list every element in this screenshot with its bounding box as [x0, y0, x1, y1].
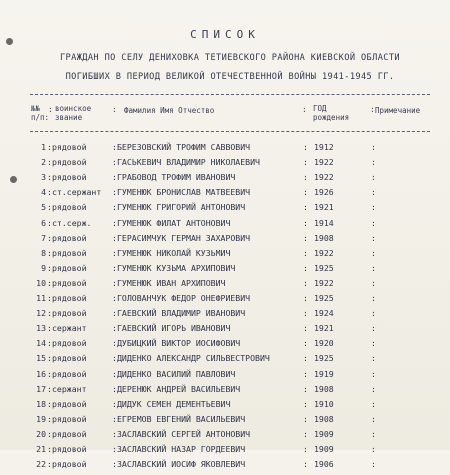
- column-separator: :: [303, 323, 308, 334]
- row-number: 1: [41, 142, 46, 152]
- column-separator: :: [303, 368, 308, 379]
- row-birth-year: 1922: [314, 172, 334, 183]
- column-separator: :: [112, 338, 117, 349]
- row-birth-year: 1921: [314, 323, 334, 334]
- column-separator: :: [303, 353, 308, 364]
- row-full-name: ЗАСЛАВСКИЙ СЕРГЕЙ АНТОНОВИЧ: [117, 428, 251, 439]
- column-separator: :: [371, 293, 376, 303]
- column-separator: :: [112, 232, 117, 243]
- row-birth-year: 1925: [314, 262, 334, 273]
- column-separator: :: [371, 413, 376, 424]
- table-row: [0, 308, 450, 324]
- row-birth-year: 1925: [314, 293, 334, 303]
- column-separator: :: [303, 383, 308, 394]
- row-rank: рядовой: [52, 247, 87, 258]
- row-number: 20: [36, 428, 46, 439]
- column-header-rank-text: воинское звание: [55, 104, 92, 122]
- row-number: 13: [36, 323, 46, 334]
- row-rank: рядовой: [52, 368, 87, 379]
- row-rank: сержант: [52, 323, 87, 334]
- column-separator: :: [112, 202, 117, 213]
- column-separator: :: [47, 353, 52, 364]
- row-number: 12: [36, 308, 46, 319]
- row-full-name: ГУМЕНЮК КУЗЬМА АРХИПОВИЧ: [117, 262, 236, 273]
- column-separator: :: [371, 398, 376, 409]
- row-rank: сержант: [52, 383, 87, 394]
- column-separator: :: [47, 247, 52, 258]
- table-row: [0, 202, 450, 218]
- row-full-name: ГУМЕНЮК ГРИГОРИЙ АНТОНОВИЧ: [117, 202, 246, 213]
- column-separator: :: [303, 187, 308, 198]
- row-rank: рядовой: [52, 308, 87, 319]
- row-full-name: ДИДЕНКО ВАСИЛИЙ ПАВЛОВИЧ: [117, 368, 236, 379]
- row-number: 2: [41, 157, 46, 168]
- row-number: 14: [36, 338, 46, 349]
- row-full-name: ГУМЕНЮК БРОНИСЛАВ МАТВЕЕВИЧ: [117, 187, 251, 198]
- column-separator: :: [47, 202, 52, 213]
- column-separator: :: [371, 232, 376, 243]
- row-full-name: ЗАСЛАВСКИЙ НАЗАР ГОРДЕЕВИЧ: [117, 444, 246, 454]
- row-number: 7: [41, 232, 46, 243]
- column-separator: :: [371, 277, 376, 288]
- column-separator: :: [112, 293, 117, 303]
- table-row: [0, 369, 450, 385]
- row-full-name: ЕГРЕМОВ ЕВГЕНИЙ ВАСИЛЬЕВИЧ: [117, 413, 246, 424]
- column-separator: :: [303, 172, 308, 183]
- row-number: 6: [41, 217, 46, 228]
- column-separator: :: [371, 383, 376, 394]
- column-separator: :: [303, 232, 308, 243]
- row-full-name: ГУМЕНЮК ИВАН АРХИПОВИЧ: [117, 277, 226, 288]
- row-number: 10: [36, 277, 46, 288]
- row-number: 11: [36, 293, 46, 303]
- column-separator: :: [371, 323, 376, 334]
- column-separator: :: [303, 428, 308, 439]
- row-rank: рядовой: [52, 444, 87, 454]
- table-row: [0, 248, 450, 264]
- table-row: [0, 293, 450, 309]
- column-separator: :: [47, 232, 52, 243]
- row-full-name: ДЕРЕНЮК АНДРЕЙ ВАСИЛЬЕВИЧ: [117, 383, 241, 394]
- row-number: 16: [36, 368, 46, 379]
- column-separator: :: [371, 262, 376, 273]
- column-separator: :: [47, 308, 52, 319]
- column-separator: :: [303, 247, 308, 258]
- column-separator: :: [47, 293, 52, 303]
- column-separator: :: [302, 105, 307, 114]
- row-birth-year: 1922: [314, 277, 334, 288]
- column-separator: :: [47, 459, 52, 470]
- row-rank: рядовой: [52, 428, 87, 439]
- row-birth-year: 1908: [314, 232, 334, 243]
- column-separator: :: [112, 413, 117, 424]
- row-birth-year: 1912: [314, 142, 334, 152]
- column-separator: :: [112, 353, 117, 364]
- column-header-note: Примечание: [375, 106, 421, 115]
- column-separator: :: [47, 172, 52, 183]
- row-birth-year: 1908: [314, 383, 334, 394]
- column-separator: :: [303, 157, 308, 168]
- row-rank: рядовой: [52, 172, 87, 183]
- table-row: [0, 157, 450, 173]
- column-separator: :: [112, 262, 117, 273]
- column-separator: :: [47, 157, 52, 168]
- row-birth-year: 1921: [314, 202, 334, 213]
- table-row: [0, 172, 450, 188]
- row-full-name: ГОЛОВАНЧУК ФЕДОР ОНЕФРИЕВИЧ: [117, 293, 251, 303]
- column-header-number: [31, 104, 49, 122]
- table-row: [0, 218, 450, 234]
- column-separator: :: [47, 368, 52, 379]
- table-row: [0, 429, 450, 445]
- row-full-name: ГАЕВСКИЙ ИГОРЬ ИВАНОВИЧ: [117, 323, 231, 334]
- column-separator: :: [371, 217, 376, 228]
- row-birth-year: 1919: [314, 368, 334, 379]
- document-heading-line-1: ГРАЖДАН ПО СЕЛУ ДЕНИХОВКА ТЕТИЕВСКОГО РАЙОНА КИЕВСКОЙ ОБЛАСТИ: [59, 53, 400, 63]
- row-birth-year: 1924: [314, 308, 334, 319]
- row-full-name: ДИДЕНКО АЛЕКСАНДР СИЛЬВЕСТРОВИЧ: [117, 353, 270, 364]
- column-separator: :: [371, 368, 376, 379]
- column-separator: :: [370, 105, 375, 114]
- table-row: [0, 444, 450, 460]
- column-separator: :: [371, 202, 376, 213]
- column-separator: :: [112, 428, 117, 439]
- row-full-name: ЗАСЛАВСКИЙ ИОСИФ ЯКОВЛЕВИЧ: [117, 459, 246, 470]
- row-rank: рядовой: [52, 338, 87, 349]
- row-number: 22: [36, 459, 46, 470]
- column-separator: :: [371, 172, 376, 183]
- row-rank: рядовой: [52, 353, 87, 364]
- row-number: 9: [41, 262, 46, 273]
- column-separator: :: [303, 262, 308, 273]
- row-birth-year: 1909: [314, 444, 334, 454]
- row-birth-year: 1926: [314, 187, 334, 198]
- header-bottom-rule: [30, 131, 430, 132]
- row-rank: рядовой: [52, 413, 87, 424]
- row-number: 19: [36, 413, 46, 424]
- table-row: [0, 459, 450, 475]
- column-separator: :: [112, 217, 117, 228]
- column-separator: :: [303, 413, 308, 424]
- row-birth-year: 1914: [314, 217, 334, 228]
- column-separator: :: [47, 323, 52, 334]
- column-separator: :: [47, 413, 52, 424]
- row-number: 18: [36, 398, 46, 409]
- document-title: СПИСОК: [190, 28, 260, 41]
- row-full-name: ГУМЕНЮК ФИЛАТ АНТОНОВИЧ: [117, 217, 231, 228]
- row-birth-year: 1908: [314, 413, 334, 424]
- column-separator: :: [371, 308, 376, 319]
- table-row: [0, 187, 450, 203]
- column-separator: :: [112, 444, 117, 454]
- column-separator: :: [303, 202, 308, 213]
- row-rank: рядовой: [52, 398, 87, 409]
- table-row: [0, 414, 450, 430]
- row-birth-year: 1925: [314, 353, 334, 364]
- row-rank: ст.сержант: [52, 187, 102, 198]
- column-separator: :: [112, 172, 117, 183]
- column-separator: :: [303, 277, 308, 288]
- column-separator: :: [47, 142, 52, 152]
- table-row: [0, 263, 450, 279]
- column-separator: :: [112, 398, 117, 409]
- column-header-name: Фамилия Имя Отчество: [124, 106, 215, 115]
- column-separator: :: [47, 398, 52, 409]
- column-separator: :: [47, 444, 52, 454]
- row-full-name: ГРАБОВОД ТРОФИМ ИВАНОВИЧ: [117, 172, 236, 183]
- column-separator: :: [112, 247, 117, 258]
- table-row: [0, 323, 450, 339]
- column-separator: :: [112, 368, 117, 379]
- table-row: [0, 399, 450, 415]
- column-separator: :: [371, 187, 376, 198]
- column-separator: :: [112, 142, 117, 152]
- row-full-name: ДИДУК СЕМЕН ДЕМЕНТЬЕВИЧ: [117, 398, 231, 409]
- row-birth-year: 1922: [314, 247, 334, 258]
- row-rank: рядовой: [52, 202, 87, 213]
- column-separator: :: [112, 157, 117, 168]
- row-number: 15: [36, 353, 46, 364]
- column-header-year: [313, 104, 349, 122]
- column-separator: :: [47, 277, 52, 288]
- row-rank: рядовой: [52, 293, 87, 303]
- table-row: [0, 353, 450, 369]
- row-rank: рядовой: [52, 459, 87, 470]
- column-separator: :: [112, 105, 117, 114]
- header-top-rule: [30, 94, 430, 95]
- row-number: 21: [36, 444, 46, 454]
- row-rank: рядовой: [52, 262, 87, 273]
- column-separator: :: [112, 383, 117, 394]
- row-birth-year: 1922: [314, 157, 334, 168]
- column-separator: :: [371, 428, 376, 439]
- column-separator: :: [303, 459, 308, 470]
- column-header-number-text: №№ п/п:: [31, 104, 50, 122]
- column-separator: :: [47, 262, 52, 273]
- document-heading-line-2: ПОГИБШИХ В ПЕРИОД ВЕЛИКОЙ ОТЕЧЕСТВЕННОЙ ВОЙНЫ 1941-1945 ГГ.: [65, 72, 395, 82]
- table-row: [0, 278, 450, 294]
- column-separator: :: [47, 428, 52, 439]
- column-separator: :: [47, 187, 52, 198]
- column-separator: :: [303, 308, 308, 319]
- column-separator: :: [303, 338, 308, 349]
- column-separator: :: [371, 444, 376, 454]
- column-separator: :: [303, 444, 308, 454]
- column-separator: :: [371, 142, 376, 152]
- column-separator: :: [303, 217, 308, 228]
- table-row: [0, 338, 450, 354]
- row-rank: рядовой: [52, 277, 87, 288]
- table-row: [0, 233, 450, 249]
- column-separator: :: [371, 157, 376, 168]
- column-separator: :: [112, 459, 117, 470]
- column-separator: :: [371, 338, 376, 349]
- row-full-name: ГУМЕНЮК НИКОЛАЙ КУЗЬМИЧ: [117, 247, 231, 258]
- row-birth-year: 1906: [314, 459, 334, 470]
- column-separator: :: [47, 383, 52, 394]
- column-separator: :: [47, 338, 52, 349]
- row-rank: рядовой: [52, 232, 87, 243]
- row-rank: рядовой: [52, 157, 87, 168]
- row-full-name: ДУБИЦКИЙ ВИКТОР ИОСИФОВИЧ: [117, 338, 241, 349]
- column-separator: :: [371, 459, 376, 470]
- row-birth-year: 1920: [314, 338, 334, 349]
- column-separator: :: [112, 187, 117, 198]
- row-rank: рядовой: [52, 142, 87, 152]
- row-birth-year: 1910: [314, 398, 334, 409]
- table-row: [0, 142, 450, 158]
- row-number: 17: [36, 383, 46, 394]
- column-separator: :: [303, 142, 308, 152]
- row-full-name: ГАСЬКЕВИЧ ВЛАДИМИР НИКОЛАЕВИЧ: [117, 157, 260, 168]
- row-number: 8: [41, 247, 46, 258]
- column-separator: :: [112, 277, 117, 288]
- column-header-rank: [55, 104, 91, 122]
- column-separator: :: [371, 247, 376, 258]
- row-number: 4: [41, 187, 46, 198]
- column-separator: :: [112, 323, 117, 334]
- column-separator: :: [303, 398, 308, 409]
- row-number: 3: [41, 172, 46, 183]
- row-full-name: ГАЕВСКИЙ ВЛАДИМИР ИВАНОВИЧ: [117, 308, 246, 319]
- column-separator: :: [303, 293, 308, 303]
- row-birth-year: 1909: [314, 428, 334, 439]
- column-separator: :: [47, 217, 52, 228]
- row-full-name: БЕРЕЗОВСКИЙ ТРОФИМ САВВОВИЧ: [117, 142, 251, 152]
- row-rank: ст.серж.: [52, 217, 92, 228]
- row-number: 5: [41, 202, 46, 213]
- table-row: [0, 384, 450, 400]
- column-header-year-text: ГОД рождения: [313, 104, 350, 122]
- column-separator: :: [371, 353, 376, 364]
- column-separator: :: [48, 105, 53, 114]
- row-full-name: ГЕРАСИМЧУК ГЕРМАН ЗАХАРОВИЧ: [117, 232, 251, 243]
- column-separator: :: [112, 308, 117, 319]
